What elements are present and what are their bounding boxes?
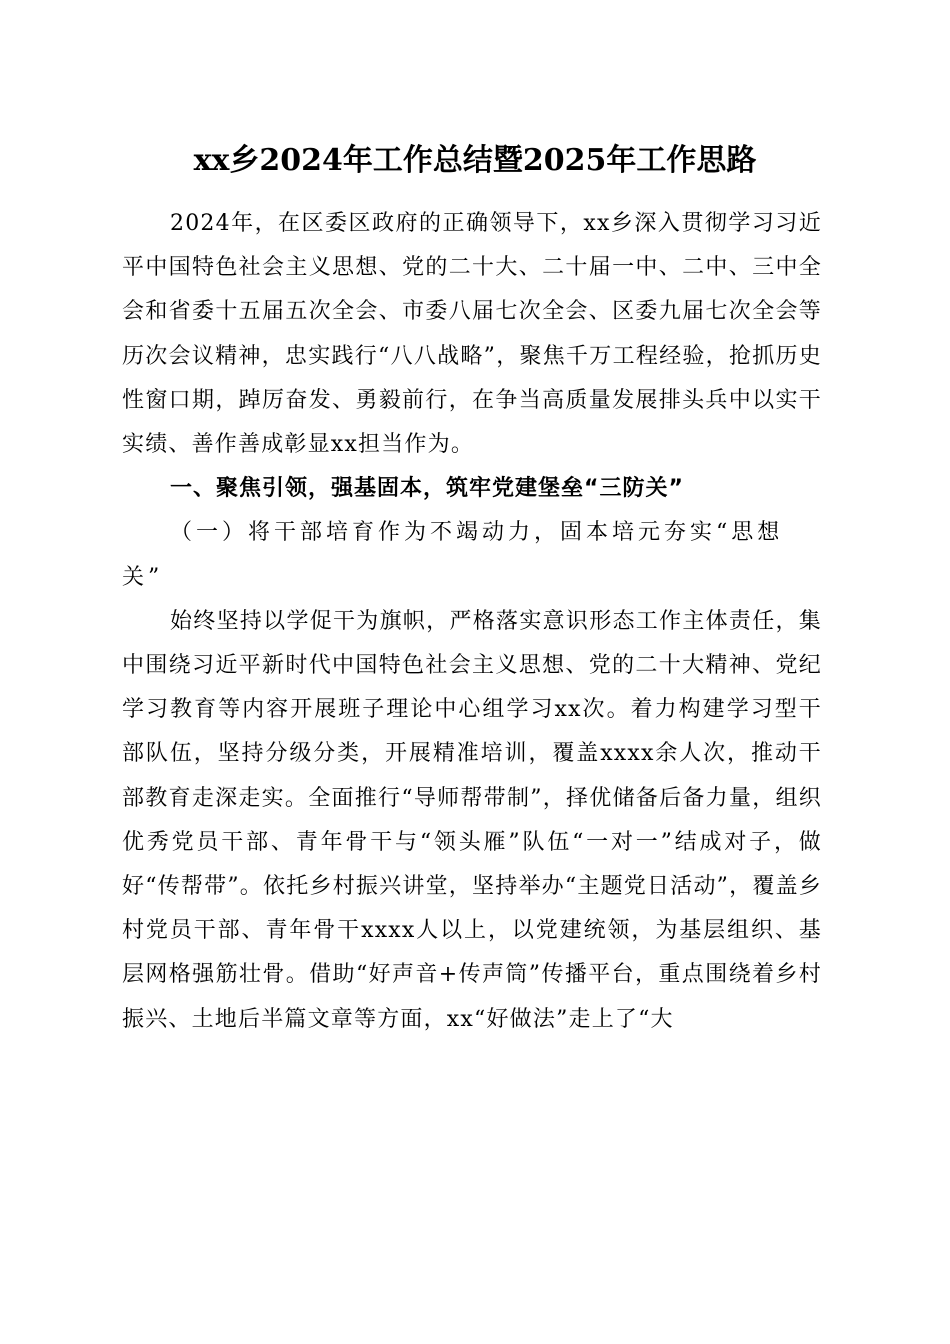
document-title: xx乡2024年工作总结暨2025年工作思路 (193, 143, 757, 178)
subsection-1-heading: （一）将干部培育作为不竭动力，固本培元夯实“思想关” (122, 520, 784, 590)
intro-paragraph: 2024年，在区委区政府的正确领导下，xx乡深入贯彻学习习近平中国特色社会主义思想、党的二十大、二十届一中、二中、三中全会和省委十五届五次全会、市委八届七次全会、区委九届七次全会等历次会议精神，忠实践行“八八战略”，聚焦千万工程经验，抢抓历史性窗口期，踔厉奋发、勇毅前行，在争当高质量发展排头兵中以实干实绩、善作善成彰显xx担当作为。 (122, 211, 822, 458)
subsection-1-paragraph: 始终坚持以学促干为旗帜，严格落实意识形态工作主体责任，集中围绕习近平新时代中国特色社会主义思想、党的二十大精神、党纪学习教育等内容开展班子理论中心组学习xx次。着力构建学习型干部队伍，坚持分级分类，开展精准培训，覆盖xxxx余人次，推动干部教育走深走实。全面推行“导师帮带制”，择优储备后备力量，组织优秀党员干部、青年骨干与“领头雁”队伍“一对一”结成对子，做好“传帮带”。依托乡村振兴讲堂，坚持举办“主题党日活动”，覆盖乡村党员干部、青年骨干xxxx人以上，以党建统领，为基层组织、基层网格强筋壮骨。借助“好声音+传声筒”传播平台，重点围绕着乡村振兴、土地后半篇文章等方面，xx“好做法”走上了“大 (122, 608, 822, 1032)
document-body (122, 202, 822, 1042)
section-1-heading: 一、聚焦引领，强基固本，筑牢党建堡垒“三防关” (170, 476, 684, 502)
